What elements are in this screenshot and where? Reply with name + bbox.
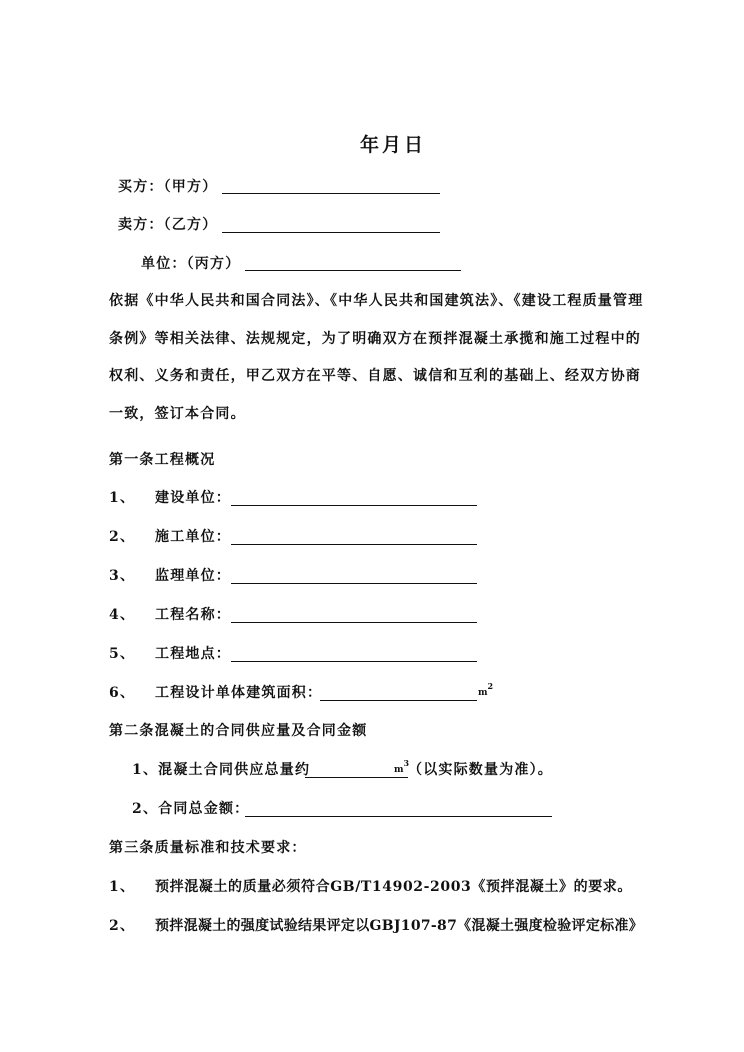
item-blank [231,505,477,506]
document-title: 年月日 [360,134,427,156]
buyer-blank [222,193,440,194]
item-label: 工程设计单体建筑面积： [155,685,323,701]
item-number: 2、 [109,529,136,545]
article2-heading: 第二条混凝土的合同供应量及合同金额 [109,723,368,739]
article1-heading: 第一条工程概况 [109,452,216,468]
item-number: 1、 [109,879,136,895]
unit-label: 单位：（丙方） [141,256,241,272]
buyer-label: 买方：（甲方） [118,179,218,195]
supply-quantity-note: （以实际数量为准）。 [408,762,553,778]
item-number: 6、 [109,685,136,701]
item-text: 预拌混凝土的质量必须符合GB/T14902-2003《预拌混凝土》的要求。 [155,879,632,895]
supply-quantity-blank [305,777,408,778]
unit-blank [245,270,461,271]
item-blank [231,583,477,584]
supply-quantity-label: 1、混凝土合同供应总量约 [132,762,311,778]
seller-label: 卖方：（乙方） [118,217,218,233]
item-number: 5、 [109,646,136,662]
item-label: 监理单位： [155,568,231,584]
item-text: 预拌混凝土的强度试验结果评定以GBJ107-87《混凝土强度检验评定标准》 [155,918,644,934]
article3-heading: 第三条质量标准和技术要求： [109,840,307,856]
item-label: 工程地点： [155,646,231,662]
item-blank [320,700,477,701]
item-label: 建设单位： [155,490,231,506]
item-number: 3、 [109,568,136,584]
item-number: 2、 [109,918,136,934]
item-blank [231,661,477,662]
item-label: 施工单位： [155,529,231,545]
item-number: 4、 [109,607,136,623]
total-amount-blank [245,816,552,817]
item-blank [231,544,477,545]
supply-quantity-unit: $m^3$ [394,758,410,775]
item-label: 工程名称： [155,607,231,623]
total-amount-label: 2、合同总金额： [132,801,250,817]
item-blank [231,622,477,623]
item-number: 1、 [109,490,136,506]
seller-blank [222,232,440,233]
preamble-paragraph: 依据《中华人民共和国合同法》、《中华人民共和国建筑法》、《建设工程质量管理条例》等相关法律、法规规定，为了明确双方在预拌混凝土承揽和施工过程中的权利、义务和责任，甲乙双方在平等、自愿、诚信和互利的基础上、经双方协商一致，签订本合同。 [109,293,644,422]
area-unit: $m^2$ [478,681,494,698]
